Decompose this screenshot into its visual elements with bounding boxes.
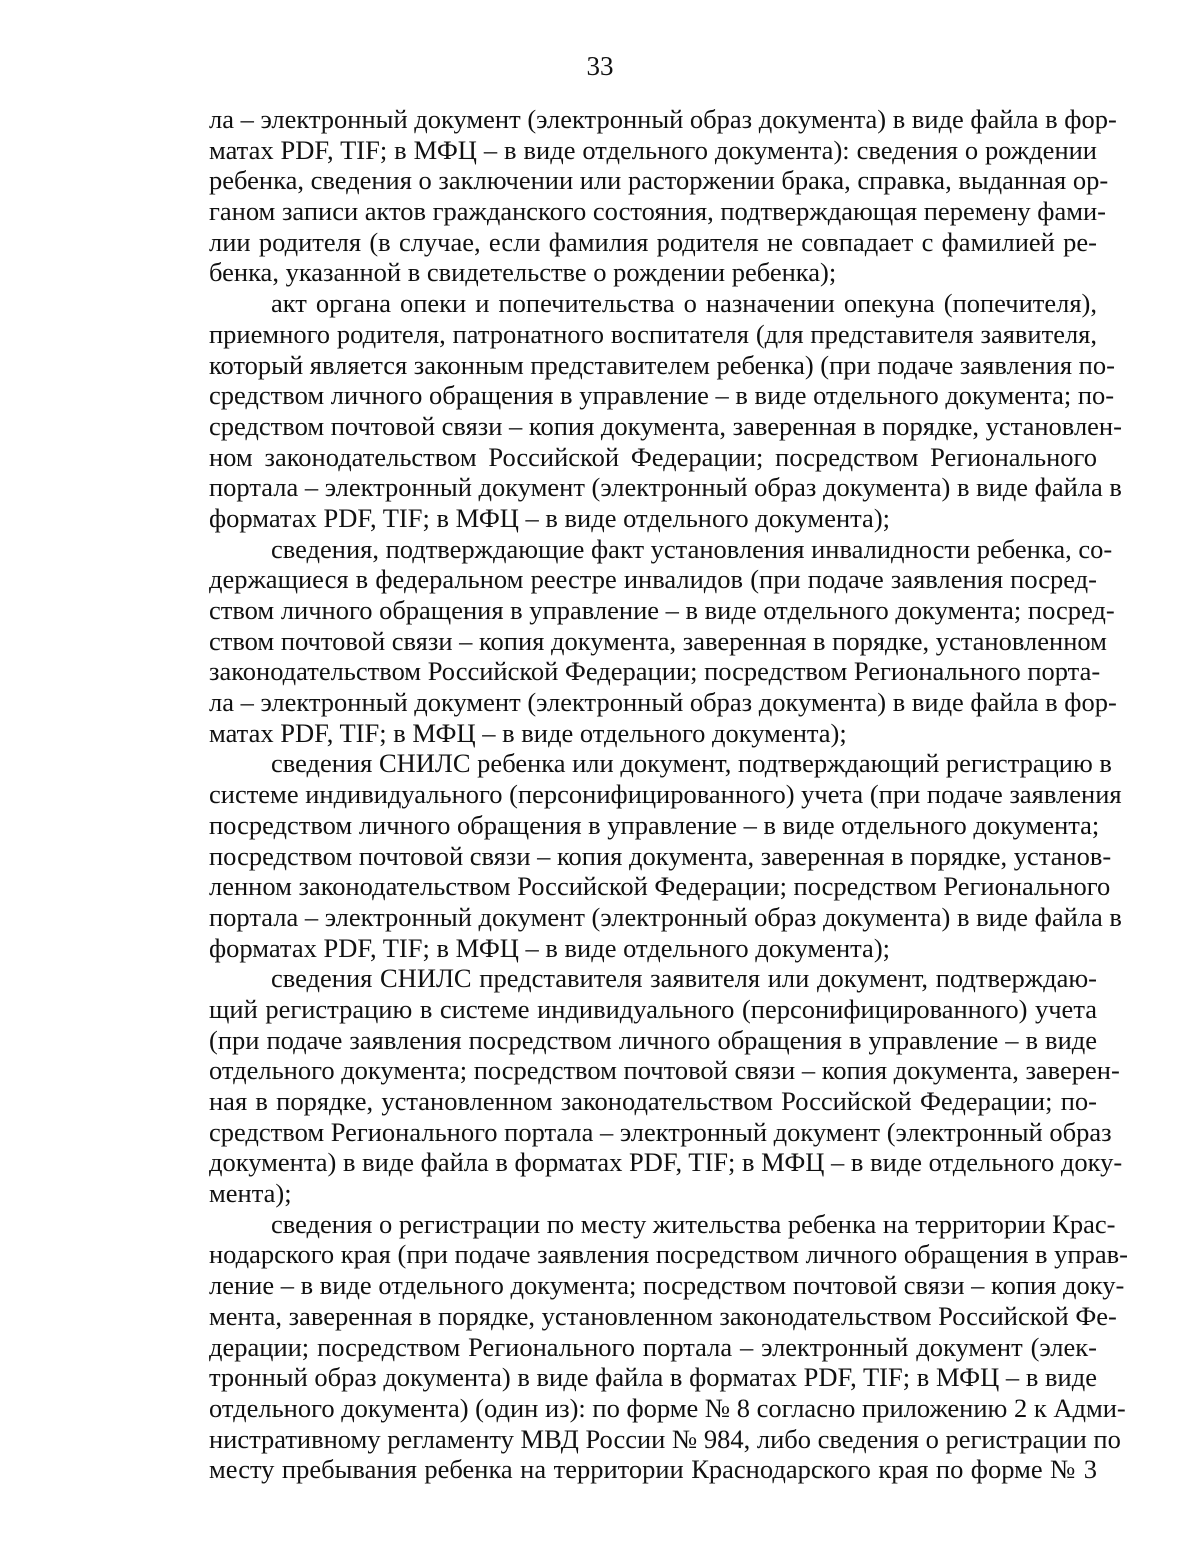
text-line: нодарского края (при подаче заявления посредством личного обращения в управ- <box>209 1239 1128 1270</box>
text-line: посредством почтовой связи – копия документа, заверенная в порядке, установ- <box>209 840 1112 871</box>
text-line: дерации; посредством Регионального портала – электронный документ (элек- <box>209 1331 1097 1362</box>
text-line: ством почтовой связи – копия документа, заверенная в порядке, установленном <box>209 625 1107 656</box>
text-line: акт органа опеки и попечительства о назначении опекуна (попечителя), <box>271 288 1097 319</box>
text-line: ленном законодательством Российской Федерации; посредством Регионального <box>209 871 1111 902</box>
text-line: ла – электронный документ (электронный образ документа) в виде файла в фор- <box>209 687 1117 718</box>
text-line: сведения о регистрации по месту жительства ребенка на территории Крас- <box>271 1208 1116 1239</box>
text-line: (при подаче заявления посредством личного обращения в управление – в виде <box>209 1024 1097 1055</box>
paragraph <box>209 1208 1128 1485</box>
text-line: матах PDF, TIF; в МФЦ – в виде отдельного документа); <box>209 717 847 748</box>
text-line: форматах PDF, TIF; в МФЦ – в виде отдельного документа); <box>209 932 891 963</box>
text-line: щий регистрацию в системе индивидуального (персонифицированного) учета <box>209 993 1097 1024</box>
text-line: ная в порядке, установленном законодательством Российской Федерации; по- <box>209 1086 1097 1116</box>
text-line: портала – электронный документ (электронный образ документа) в виде файла в <box>209 472 1122 503</box>
text-line: который является законным представителем ребенка) (при подаче заявления по- <box>209 349 1115 380</box>
text-line: ством личного обращения в управление – в виде отдельного документа; посред- <box>209 595 1115 625</box>
text-line: ла – электронный документ (электронный образ документа) в виде файла в фор- <box>209 104 1117 134</box>
paragraph <box>209 533 1117 749</box>
text-line: законодательством Российской Федерации; посредством Регионального порта- <box>209 656 1101 687</box>
document-body <box>209 104 1128 1485</box>
text-line: ганом записи актов гражданского состояния, подтверждающая перемену фами- <box>209 196 1107 227</box>
text-line: сведения СНИЛС ребенка или документ, подтверждающий регистрацию в <box>271 748 1112 779</box>
text-line: форматах PDF, TIF; в МФЦ – в виде отдельного документа); <box>209 502 891 533</box>
text-line: документа) в виде файла в форматах PDF, TIF; в МФЦ – в виде отдельного доку- <box>209 1147 1123 1178</box>
text-line: тронный образ документа) в виде файла в форматах PDF, TIF; в МФЦ – в виде <box>209 1362 1097 1393</box>
text-line: мента, заверенная в порядке, установленном законодательством Российской Фе- <box>209 1300 1117 1331</box>
text-line: средством почтовой связи – копия документа, заверенная в порядке, установлен- <box>209 410 1122 441</box>
text-line: отдельного документа; посредством почтовой связи – копия документа, заверен- <box>209 1055 1120 1086</box>
text-line: приемного родителя, патронатного воспитателя (для представителя заявителя, <box>209 318 1097 349</box>
text-line: сведения СНИЛС представителя заявителя или документ, подтверждаю- <box>271 963 1097 994</box>
text-line: средством личного обращения в управление – в виде отдельного документа; по- <box>209 380 1115 411</box>
text-line: ление – в виде отдельного документа; посредством почтовой связи – копия доку- <box>209 1270 1125 1301</box>
paragraph <box>209 104 1117 288</box>
text-line: системе индивидуального (персонифицированного) учета (при подаче заявления <box>209 779 1122 810</box>
text-line: ребенка, сведения о заключении или расторжении брака, справка, выданная ор- <box>209 165 1109 196</box>
page-number: 33 <box>586 51 614 81</box>
text-line: бенка, указанной в свидетельстве о рождении ребенка); <box>209 257 837 288</box>
paragraph <box>209 288 1122 534</box>
text-line: средством Регионального портала – электронный документ (электронный образ <box>209 1116 1112 1147</box>
text-line: ном законодательством Российской Федерации; посредством Регионального <box>209 441 1097 472</box>
text-line: нистративному регламенту МВД России № 984, либо сведения о регистрации по <box>209 1423 1121 1454</box>
paragraph <box>209 963 1123 1209</box>
text-line: держащиеся в федеральном реестре инвалидов (при подаче заявления посред- <box>209 564 1097 595</box>
text-line: сведения, подтверждающие факт установления инвалидности ребенка, со- <box>271 533 1113 564</box>
text-line: мента); <box>209 1178 292 1209</box>
text-line: матах PDF, TIF; в МФЦ – в виде отдельного документа): сведения о рождении <box>209 134 1097 165</box>
text-line: месту пребывания ребенка на территории Краснодарского края по форме № 3 <box>209 1454 1097 1485</box>
text-line: портала – электронный документ (электронный образ документа) в виде файла в <box>209 901 1122 932</box>
paragraph <box>209 748 1122 963</box>
text-line: отдельного документа) (один из): по форме № 8 согласно приложению 2 к Адми- <box>209 1392 1126 1423</box>
text-line: посредством личного обращения в управление – в виде отдельного документа; <box>209 809 1100 840</box>
text-line: лии родителя (в случае, если фамилия родителя не совпадает с фамилией ре- <box>209 226 1097 257</box>
